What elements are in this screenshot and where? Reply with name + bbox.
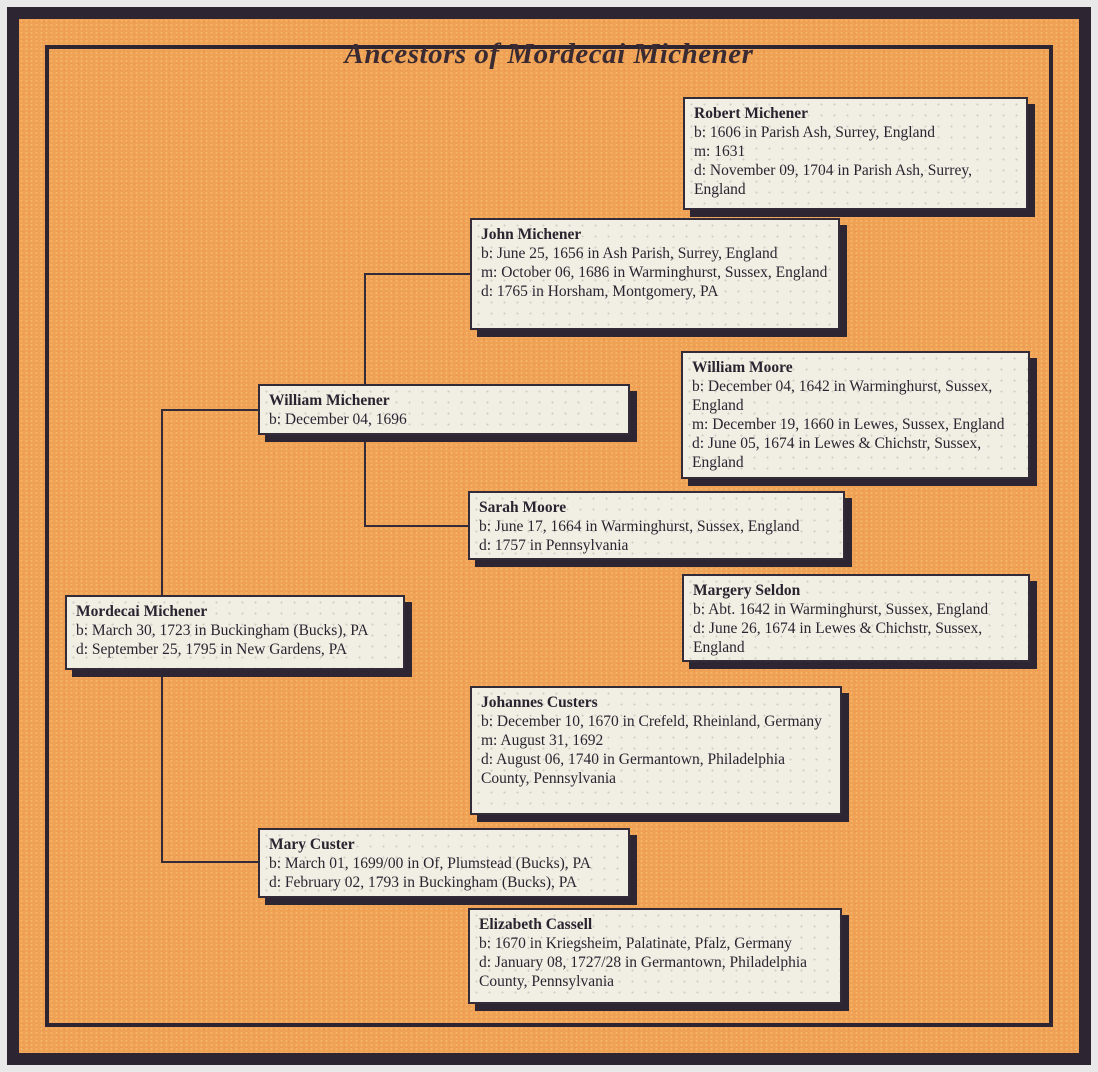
person-box-william-michener — [258, 384, 630, 435]
person-death: d: June 26, 1674 in Lewes & Chichstr, Sussex, England — [693, 620, 983, 656]
person-death: d: 1765 in Horsham, Montgomery, PA — [481, 283, 719, 300]
person-marriage: m: August 31, 1692 — [481, 732, 604, 749]
person-box-william-moore — [681, 351, 1030, 479]
person-death: d: January 08, 1727/28 in Germantown, Philadelphia County, Pennsylvania — [479, 954, 808, 990]
person-death: d: February 02, 1793 in Buckingham (Bucks), PA — [269, 874, 578, 891]
person-box-johannes-custers — [470, 686, 842, 815]
connector-mordecai-to-william-v — [161, 409, 163, 597]
connector-william-michener-to-sarah-h — [364, 525, 470, 527]
connector-mordecai-to-mary-h — [161, 861, 259, 863]
chart-title: Ancestors of Mordecai Michener — [344, 38, 754, 70]
person-box-robert-michener — [683, 97, 1028, 210]
connector-william-michener-to-john-h — [364, 273, 470, 275]
person-name: Elizabeth Cassell — [479, 916, 593, 933]
person-name: Robert Michener — [694, 105, 809, 122]
person-box-margery-seldon — [682, 574, 1030, 662]
person-name: William Moore — [692, 359, 793, 376]
person-death: d: 1757 in Pennsylvania — [479, 537, 629, 554]
connector-mordecai-to-william-h — [161, 409, 259, 411]
person-birth: b: March 01, 1699/00 in Of, Plumstead (Bucks), PA — [269, 855, 591, 872]
person-birth: b: December 04, 1642 in Warminghurst, Sussex, England — [692, 378, 993, 414]
person-birth: b: June 17, 1664 in Warminghurst, Sussex, England — [479, 518, 800, 535]
person-marriage: m: October 06, 1686 in Warminghurst, Sussex, England — [481, 264, 828, 281]
connector-william-michener-to-sarah-v — [364, 434, 366, 527]
person-name: Margery Seldon — [693, 582, 801, 599]
person-name: Mary Custer — [269, 836, 355, 853]
person-name: Sarah Moore — [479, 499, 567, 516]
person-box-mordecai-michener — [65, 595, 405, 670]
person-box-mary-custer — [258, 828, 630, 898]
person-marriage: m: December 19, 1660 in Lewes, Sussex, England — [692, 416, 1005, 433]
person-birth: b: December 10, 1670 in Crefeld, Rheinland, Germany — [481, 713, 822, 730]
person-birth: b: March 30, 1723 in Buckingham (Bucks), PA — [76, 622, 369, 639]
connector-mordecai-to-mary-v — [161, 668, 163, 863]
person-marriage: m: 1631 — [694, 143, 746, 160]
person-death: d: June 05, 1674 in Lewes & Chichstr, Sussex, England — [692, 435, 982, 471]
person-box-elizabeth-cassell — [468, 908, 842, 1004]
person-death: d: September 25, 1795 in New Gardens, PA — [76, 641, 348, 658]
person-death: d: August 06, 1740 in Germantown, Philadelphia County, Pennsylvania — [481, 751, 785, 787]
person-box-sarah-moore — [468, 491, 845, 560]
person-birth: b: December 04, 1696 — [269, 411, 407, 428]
person-death: d: November 09, 1704 in Parish Ash, Surrey, England — [694, 162, 972, 198]
person-box-john-michener — [470, 218, 840, 330]
person-birth: b: Abt. 1642 in Warminghurst, Sussex, England — [693, 601, 989, 618]
person-name: Mordecai Michener — [76, 603, 208, 620]
connector-william-michener-to-john-v — [364, 273, 366, 385]
person-name: John Michener — [481, 226, 582, 243]
person-name: Johannes Custers — [481, 694, 598, 711]
person-name: William Michener — [269, 392, 390, 409]
person-birth: b: 1606 in Parish Ash, Surrey, England — [694, 124, 935, 141]
person-birth: b: 1670 in Kriegsheim, Palatinate, Pfalz, Germany — [479, 935, 792, 952]
person-birth: b: June 25, 1656 in Ash Parish, Surrey, England — [481, 245, 778, 262]
